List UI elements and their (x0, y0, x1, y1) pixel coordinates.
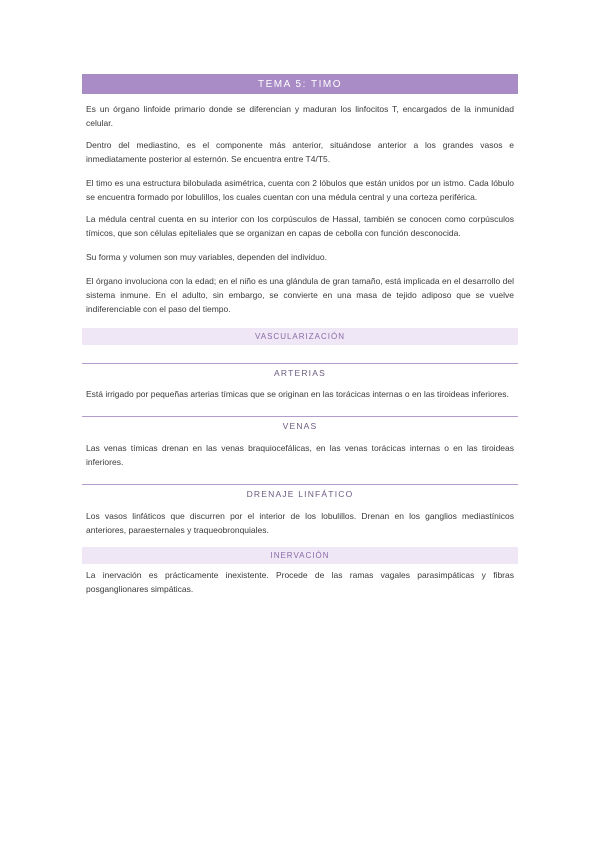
intro-paragraph: Dentro del mediastino, es el componente más anterior, situándose anterior a los grandes vasos e inmediatamente posterior al esternón. Se encuentra entre T4/T5. (86, 140, 514, 164)
document-page (82, 74, 518, 596)
intro-paragraph: La médula central cuenta en su interior con los corpúsculos de Hassal, también se conocen como corpúsculos tímicos, que son células epiteliales que se organizan en capas de cebolla con función desconocida. (86, 214, 514, 238)
page-title: TEMA 5: TIMO (82, 74, 518, 94)
intro-paragraph: El órgano involuciona con la edad; en el niño es una glándula de gran tamaño, está implicada en el desarrollo del sistema inmune. En el adulto, sin embargo, se convierte en una masa de tejido adiposo que se vuelve indiferenciable con el paso del tiempo. (86, 276, 514, 314)
subheading-veins: VENAS (82, 416, 518, 435)
veins-paragraph: Las venas tímicas drenan en las venas braquiocefálicas, en las venas torácicas internas o en las tiroideas inferiores. (86, 443, 514, 467)
intro-paragraph: Su forma y volumen son muy variables, dependen del individuo. (86, 252, 327, 262)
section-heading-innervation: INERVACIÓN (82, 547, 518, 564)
arteries-paragraph: Está irrigado por pequeñas arterias tímicas que se originan en las torácicas internas o en las tiroideas inferiores. (86, 389, 509, 399)
intro-paragraph: El timo es una estructura bilobulada asimétrica, cuenta con 2 lóbulos que están unidos por un istmo. Cada lóbulo se encuentra formado por lobulillos, los cuales cuentan con una médula central y una corteza periférica. (86, 178, 514, 202)
subheading-arteries: ARTERIAS (82, 363, 518, 382)
intro-paragraph: Es un órgano linfoide primario donde se diferencian y maduran los linfocitos T, encargados de la inmunidad celular. (86, 104, 514, 128)
section-heading-vascularization: VASCULARIZACIÓN (82, 328, 518, 345)
lymphatic-paragraph: Los vasos linfáticos que discurren por el interior de los lobulillos. Drenan en los ganglios mediastínicos anteriores, paraesternales y traqueobronquiales. (86, 511, 514, 535)
innervation-paragraph: La inervación es prácticamente inexistente. Procede de las ramas vagales parasimpáticas y fibras posganglionares simpáticas. (86, 570, 514, 594)
subheading-lymphatic-drainage: DRENAJE LINFÁTICO (82, 484, 518, 503)
